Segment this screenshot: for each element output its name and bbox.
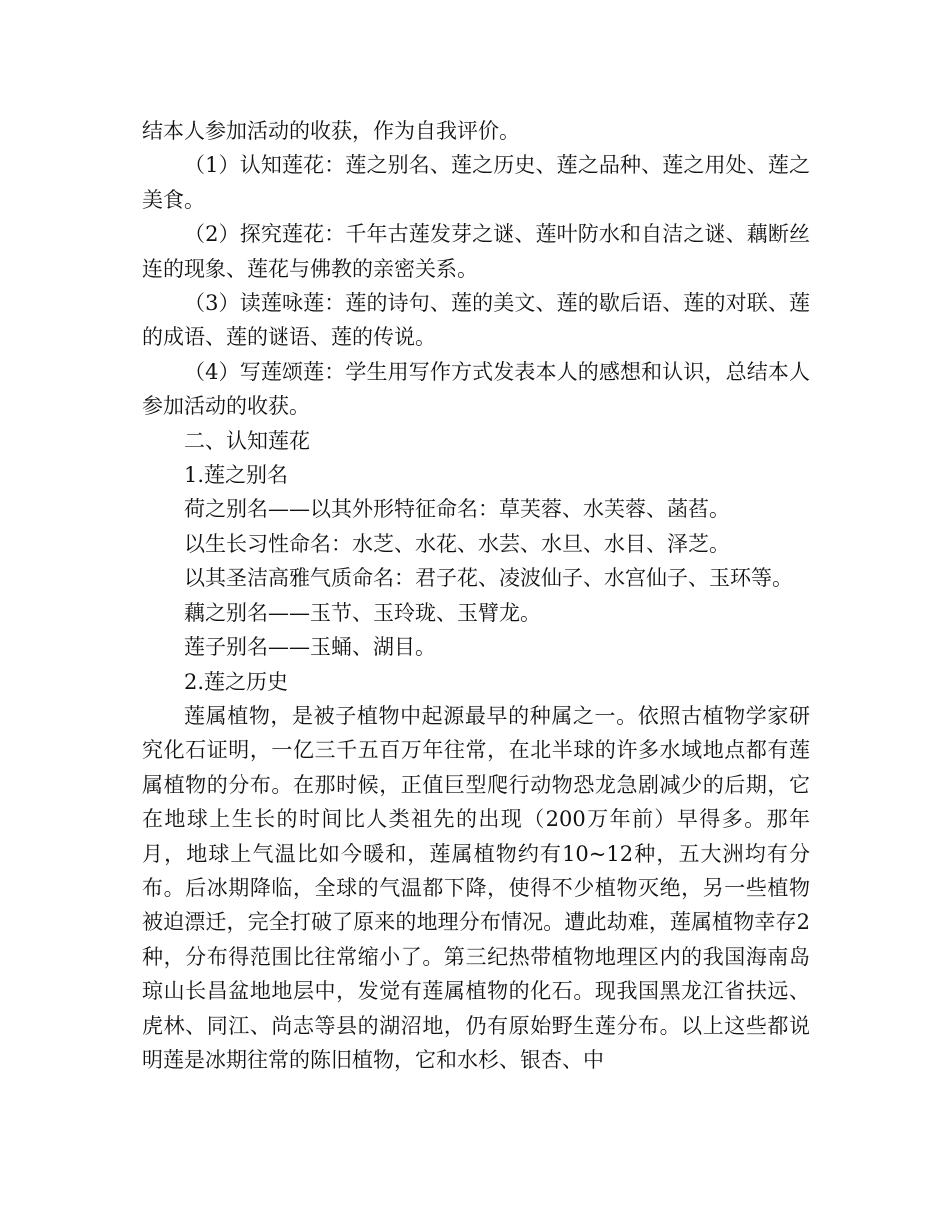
paragraph-history: 莲属植物，是被子植物中起源最早的种属之一。依照古植物学家研究化石证明，一亿三千五百万年往常，在北半球的许多水域地点都有莲属植物的分布。在那时候，正值巨型爬行动物恐龙急剧减少的后期，它在地球上生长的时间比人类祖先的出现（200万年前）早得多。那年月，地球上气温比如今暖和，莲属植物约有10~12种，五大洲均有分布。后冰期降临，全球的气温都下降，使得不少植物灭绝，另一些植物被迫漂迁，完全打破了原来的地理分布情况。遭此劫难，莲属植物幸存2种，分布得范围比往常缩小了。第三纪热带植物地理区内的我国海南岛琼山长昌盆地地层中，发觉有莲属植物的化石。现我国黑龙江省扶远、虎林、同江、尚志等县的湖沼地，仍有原始野生莲分布。以上这些都说明莲是冰期往常的陈旧植物，它和水杉、银杏、中 (142, 703, 810, 1072)
paragraph-root-names: 藕之别名——玉节、玉玲珑、玉臂龙。 (184, 600, 541, 625)
paragraph-item-3: （3）读莲咏莲：莲的诗句、莲的美文、莲的歇后语、莲的对联、莲的成语、莲的谜语、莲的传说。 (142, 291, 810, 350)
paragraph-item-4: （4）写莲颂莲：学生用写作方式发表本人的感想和认识，总结本人参加活动的收获。 (142, 359, 810, 419)
paragraph-item-2: （2）探究莲花：千年古莲发芽之谜、莲叶防水和自洁之谜、藕断丝连的现象、莲花与佛教的亲密关系。 (142, 222, 810, 281)
document-page (142, 114, 810, 1077)
paragraph-quality-names: 以其圣洁高雅气质命名：君子花、凌波仙子、水宫仙子、玉环等。 (184, 566, 793, 591)
paragraph-habit-names: 以生长习性命名：水芝、水花、水芸、水旦、水目、泽芝。 (184, 531, 730, 556)
paragraph-seed-names: 莲子别名——玉蛹、湖目。 (184, 635, 436, 660)
section-heading: 二、认知莲花 (184, 428, 310, 453)
paragraph-intro-continuation: 结本人参加活动的收获，作为自我评价。 (142, 119, 520, 143)
subsection-heading-names: 1.莲之别名 (184, 463, 289, 488)
paragraph-lotus-names: 荷之别名——以其外形特征命名：草芙蓉、水芙蓉、菡萏。 (184, 497, 730, 522)
subsection-heading-history: 2.莲之历史 (184, 669, 289, 694)
paragraph-item-1: （1）认知莲花：莲之别名、莲之历史、莲之品种、莲之用处、莲之美食。 (142, 153, 810, 212)
